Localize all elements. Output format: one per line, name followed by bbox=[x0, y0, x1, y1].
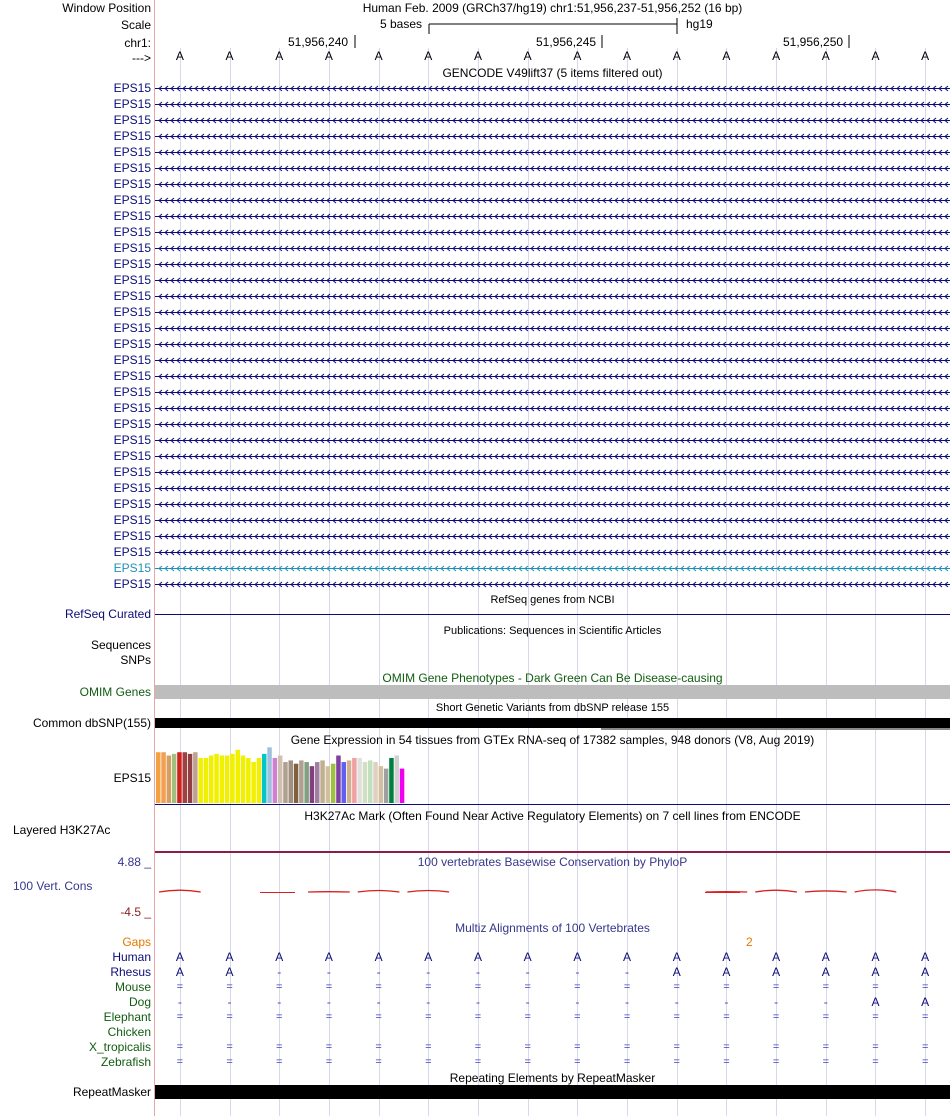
gtex-tissue-bar[interactable] bbox=[310, 766, 315, 803]
gtex-tissue-bar[interactable] bbox=[183, 752, 188, 803]
base-letter: A bbox=[623, 49, 632, 63]
gtex-tissue-bar[interactable] bbox=[283, 762, 288, 803]
species-label[interactable]: Zebrafish bbox=[100, 1055, 151, 1069]
alignment-cell: - bbox=[475, 965, 480, 979]
alignment-cell: - bbox=[625, 995, 630, 1009]
gtex-tissue-bar[interactable] bbox=[304, 762, 309, 803]
phylop-max-label: 4.88 _ bbox=[117, 855, 151, 869]
gtex-tissue-bar[interactable] bbox=[395, 756, 400, 803]
alignment-cell: = bbox=[276, 981, 283, 993]
base-letter: A bbox=[275, 49, 284, 63]
gtex-tissue-bar[interactable] bbox=[172, 754, 177, 803]
alignment-cell: - bbox=[724, 995, 729, 1009]
gtex-bar-chart[interactable] bbox=[155, 746, 950, 806]
alignment-cell: = bbox=[673, 981, 680, 993]
base-letter: A bbox=[921, 49, 930, 63]
gencode-transcript-label[interactable]: EPS15 bbox=[113, 529, 151, 543]
gtex-tissue-bar[interactable] bbox=[177, 752, 182, 803]
gencode-transcript[interactable] bbox=[155, 454, 950, 459]
alignment-cell: = bbox=[325, 1011, 333, 1023]
repeatmasker-bar[interactable] bbox=[155, 1085, 950, 1099]
window-position-label: Window Position bbox=[62, 1, 151, 15]
track-labels-column bbox=[0, 0, 154, 1116]
alignment-cell: A bbox=[424, 950, 433, 964]
alignment-cell: = bbox=[176, 1041, 184, 1053]
alignment-cell: = bbox=[623, 1011, 631, 1023]
gtex-tissue-bar[interactable] bbox=[357, 758, 362, 803]
alignment-cell: = bbox=[574, 1056, 581, 1068]
gencode-transcript-label[interactable]: EPS15 bbox=[113, 177, 151, 191]
phylop-title: 100 vertebrates Basewise Conservation by PhyloP bbox=[417, 855, 688, 869]
alignment-cell: - bbox=[227, 995, 232, 1009]
alignment-cell: A bbox=[175, 950, 184, 964]
alignment-cell: = bbox=[474, 1011, 482, 1023]
base-letter: A bbox=[424, 49, 433, 63]
alignment-cell: = bbox=[176, 1056, 184, 1068]
alignment-cell: = bbox=[325, 1041, 333, 1053]
alignment-cell: = bbox=[921, 1011, 929, 1023]
gtex-tissue-bar[interactable] bbox=[198, 758, 203, 803]
base-letter: A bbox=[324, 49, 333, 63]
gtex-tissue-bar[interactable] bbox=[220, 756, 225, 803]
gtex-tissue-bar[interactable] bbox=[273, 758, 278, 803]
alignment-cell: = bbox=[623, 1056, 631, 1068]
gtex-tissue-bar[interactable] bbox=[267, 747, 272, 803]
base-letter: A bbox=[573, 49, 582, 63]
ruler-tick-2: 51,956,245 bbox=[536, 35, 597, 49]
alignment-cell: - bbox=[475, 995, 480, 1009]
gencode-transcript-label[interactable]: EPS15 bbox=[113, 193, 151, 207]
base-letter: A bbox=[821, 49, 830, 63]
publications-label-line1[interactable]: Sequences bbox=[90, 638, 151, 652]
gencode-transcript-label[interactable]: EPS15 bbox=[113, 273, 151, 287]
phylop-value bbox=[855, 890, 897, 892]
alignment-cell: = bbox=[176, 1011, 184, 1023]
omim-bar[interactable] bbox=[155, 685, 950, 699]
gtex-title: Gene Expression in 54 tissues from GTEx RNA-seq of 17382 samples, 948 donors (V8, Aug 2019) bbox=[290, 733, 815, 747]
alignment-cell: A bbox=[921, 965, 930, 979]
alignment-cell: = bbox=[425, 1041, 432, 1053]
base-letter: A bbox=[175, 49, 184, 63]
alignment-cell: - bbox=[277, 965, 282, 979]
gencode-transcript[interactable] bbox=[155, 374, 950, 379]
gtex-label[interactable]: EPS15 bbox=[113, 771, 151, 785]
alignment-cell: A bbox=[573, 950, 582, 964]
gtex-tissue-bar[interactable] bbox=[342, 762, 347, 803]
scale-assembly: hg19 bbox=[686, 17, 713, 31]
gtex-tissue-bar[interactable] bbox=[204, 758, 209, 803]
ruler-tick-1: 51,956,240 bbox=[288, 35, 349, 49]
phylop-value bbox=[805, 891, 847, 892]
gencode-transcript[interactable] bbox=[155, 390, 950, 395]
alignment-cell: = bbox=[921, 1056, 929, 1068]
gtex-tissue-bar[interactable] bbox=[315, 762, 320, 803]
gtex-tissue-bar[interactable] bbox=[320, 760, 325, 803]
species-label[interactable]: X_tropicalis bbox=[88, 1040, 151, 1054]
gencode-transcript-label[interactable]: EPS15 bbox=[113, 433, 151, 447]
base-letter: A bbox=[772, 49, 781, 63]
refseq-label[interactable]: RefSeq Curated bbox=[64, 607, 151, 621]
phylop-graph[interactable] bbox=[155, 870, 950, 920]
alignment-cell: = bbox=[375, 1041, 382, 1053]
gencode-transcript-label[interactable]: EPS15 bbox=[113, 417, 151, 431]
gencode-transcript[interactable] bbox=[155, 534, 950, 539]
alignment-cell: - bbox=[376, 995, 381, 1009]
alignment-cell: = bbox=[822, 1041, 829, 1053]
gtex-tissue-bar[interactable] bbox=[379, 766, 384, 803]
alignment-cell: = bbox=[772, 1056, 780, 1068]
gencode-transcript-label[interactable]: EPS15 bbox=[113, 241, 151, 255]
base-letter: A bbox=[672, 49, 681, 63]
gencode-transcript[interactable] bbox=[155, 326, 950, 331]
gencode-transcript-label[interactable]: EPS15 bbox=[113, 113, 151, 127]
alignment-cell: = bbox=[772, 1041, 780, 1053]
alignment-cell: = bbox=[375, 981, 382, 993]
gencode-transcript[interactable] bbox=[155, 358, 950, 363]
gtex-tissue-bar[interactable] bbox=[161, 752, 166, 803]
gencode-transcript-label[interactable]: EPS15 bbox=[113, 161, 151, 175]
alignment-cell: - bbox=[277, 995, 282, 1009]
species-label[interactable]: Human bbox=[112, 950, 151, 964]
gencode-transcript[interactable] bbox=[155, 582, 950, 587]
base-letter: A bbox=[473, 49, 482, 63]
gencode-transcript[interactable] bbox=[155, 278, 950, 283]
alignment-cell: = bbox=[574, 1041, 581, 1053]
alignment-cell: = bbox=[673, 1041, 680, 1053]
gencode-transcript[interactable] bbox=[155, 134, 950, 139]
gencode-transcript-label[interactable]: EPS15 bbox=[113, 305, 151, 319]
gencode-transcript-label[interactable]: EPS15 bbox=[113, 449, 151, 463]
gencode-transcript-label[interactable]: EPS15 bbox=[113, 81, 151, 95]
alignment-cell: = bbox=[623, 981, 631, 993]
alignment-cell: = bbox=[574, 981, 581, 993]
dbsnp-label[interactable]: Common dbSNP(155) bbox=[32, 716, 151, 730]
gencode-transcript[interactable] bbox=[155, 102, 950, 107]
gencode-transcript[interactable] bbox=[155, 294, 950, 299]
strand-label: ---> bbox=[132, 51, 151, 65]
alignment-cell: = bbox=[226, 1056, 233, 1068]
alignment-cell: A bbox=[523, 950, 532, 964]
publications-title: Publications: Sequences in Scientific Articles bbox=[443, 625, 662, 637]
alignment-cell: - bbox=[525, 995, 530, 1009]
species-label[interactable]: Elephant bbox=[103, 1010, 151, 1024]
alignment-cell: = bbox=[226, 1041, 233, 1053]
alignment-cell: = bbox=[723, 1011, 730, 1023]
omim-label[interactable]: OMIM Genes bbox=[79, 685, 151, 699]
gencode-transcript[interactable] bbox=[155, 86, 950, 91]
alignment-cell: - bbox=[326, 995, 331, 1009]
gencode-transcript-label[interactable]: EPS15 bbox=[113, 513, 151, 527]
alignment-cell: - bbox=[525, 965, 530, 979]
phylop-value bbox=[407, 891, 449, 893]
base-letter: A bbox=[374, 49, 383, 63]
gencode-transcript[interactable] bbox=[155, 566, 950, 571]
alignment-cell: = bbox=[226, 981, 233, 993]
alignment-cell: A bbox=[225, 950, 234, 964]
alignment-cell: - bbox=[575, 995, 580, 1009]
gencode-transcripts[interactable] bbox=[155, 80, 950, 592]
alignment-cell: = bbox=[425, 1056, 432, 1068]
gtex-tissue-bar[interactable] bbox=[289, 760, 294, 803]
gaps-value: 2 bbox=[746, 935, 753, 949]
alignment-cell: A bbox=[225, 965, 234, 979]
alignment-cell: = bbox=[226, 1011, 233, 1023]
phylop-min-label: -4.5 _ bbox=[120, 905, 151, 919]
gtex-tissue-bar[interactable] bbox=[188, 754, 193, 803]
repeatmasker-title: Repeating Elements by RepeatMasker bbox=[449, 1071, 656, 1085]
gencode-transcript-label[interactable]: EPS15 bbox=[113, 225, 151, 239]
alignment-cell: = bbox=[474, 981, 482, 993]
gencode-transcript[interactable] bbox=[155, 406, 950, 411]
alignment-cell: = bbox=[325, 981, 333, 993]
scale-label: Scale bbox=[120, 18, 151, 32]
gtex-tissue-bar[interactable] bbox=[400, 769, 405, 803]
alignment-cell: = bbox=[872, 1011, 879, 1023]
alignment-cell: = bbox=[872, 1041, 879, 1053]
alignment-cell: = bbox=[822, 981, 829, 993]
gtex-tissue-bar[interactable] bbox=[331, 764, 336, 803]
gencode-transcript-label[interactable]: EPS15 bbox=[113, 353, 151, 367]
gencode-transcript[interactable] bbox=[155, 502, 950, 507]
phylop-value bbox=[159, 890, 201, 892]
gencode-transcript-label[interactable]: EPS15 bbox=[113, 497, 151, 511]
gtex-tissue-bar[interactable] bbox=[236, 750, 241, 803]
alignment-cell: = bbox=[375, 1056, 382, 1068]
gencode-transcript[interactable] bbox=[155, 118, 950, 123]
alignment-cell: - bbox=[674, 995, 679, 1009]
gtex-tissue-bar[interactable] bbox=[214, 754, 219, 803]
gencode-transcript-label[interactable]: EPS15 bbox=[113, 369, 151, 383]
gencode-transcript[interactable] bbox=[155, 422, 950, 427]
alignment-cell: A bbox=[324, 950, 333, 964]
gtex-tissue-bar[interactable] bbox=[326, 766, 331, 803]
multiz-title: Multiz Alignments of 100 Vertebrates bbox=[455, 921, 650, 935]
alignment-cell: A bbox=[921, 995, 930, 1009]
alignment-cell: = bbox=[822, 1011, 829, 1023]
alignment-cell: = bbox=[623, 1041, 631, 1053]
alignment-cell: A bbox=[821, 950, 830, 964]
gencode-transcript[interactable] bbox=[155, 438, 950, 443]
gtex-tissue-bar[interactable] bbox=[389, 758, 394, 803]
gencode-title: GENCODE V49lift37 (5 items filtered out) bbox=[442, 66, 663, 80]
gencode-transcript-label[interactable]: EPS15 bbox=[113, 561, 151, 575]
gencode-transcript-label[interactable]: EPS15 bbox=[113, 145, 151, 159]
alignment-cell: A bbox=[175, 965, 184, 979]
alignment-cell: = bbox=[276, 1056, 283, 1068]
species-label[interactable]: Mouse bbox=[114, 980, 151, 994]
gencode-transcript-label[interactable]: EPS15 bbox=[113, 289, 151, 303]
alignment-cell: = bbox=[276, 1041, 283, 1053]
gencode-transcript-label[interactable]: EPS15 bbox=[113, 385, 151, 399]
gtex-tissue-bar[interactable] bbox=[384, 769, 389, 803]
chrom-label: chr1: bbox=[124, 36, 151, 50]
alignment-cell: A bbox=[871, 965, 880, 979]
gencode-transcript-label[interactable]: EPS15 bbox=[113, 209, 151, 223]
alignment-cell: = bbox=[325, 1056, 333, 1068]
base-letter: A bbox=[722, 49, 731, 63]
gencode-transcript-label[interactable]: EPS15 bbox=[113, 545, 151, 559]
gencode-transcript-label[interactable]: EPS15 bbox=[113, 129, 151, 143]
alignment-cell: A bbox=[871, 995, 880, 1009]
phylop-value bbox=[358, 891, 400, 893]
alignment-cell: A bbox=[623, 950, 632, 964]
gencode-transcript[interactable] bbox=[155, 182, 950, 187]
window-position-text: Human Feb. 2009 (GRCh37/hg19) chr1:51,956,237-51,956,252 (16 bp) bbox=[362, 1, 743, 15]
h3k27ac-baseline bbox=[155, 851, 950, 853]
gaps-label: Gaps bbox=[122, 935, 151, 949]
gtex-tissue-bar[interactable] bbox=[262, 754, 267, 803]
species-label[interactable]: Rhesus bbox=[110, 965, 151, 979]
scale-text: 5 bases bbox=[380, 17, 423, 31]
gtex-tissue-bar[interactable] bbox=[209, 756, 214, 803]
gencode-transcript[interactable] bbox=[155, 198, 950, 203]
ruler-tick-3: 51,956,250 bbox=[783, 35, 844, 49]
gencode-transcript-label[interactable]: EPS15 bbox=[113, 257, 151, 271]
omim-title: OMIM Gene Phenotypes - Dark Green Can Be Disease-causing bbox=[382, 671, 723, 685]
alignment-cell: A bbox=[672, 950, 681, 964]
alignment-cell: = bbox=[772, 1011, 780, 1023]
gtex-tissue-bar[interactable] bbox=[167, 756, 172, 803]
gtex-tissue-bar[interactable] bbox=[156, 752, 161, 803]
alignment-cell: A bbox=[275, 950, 284, 964]
repeatmasker-label[interactable]: RepeatMasker bbox=[72, 1085, 151, 1099]
alignment-cell: = bbox=[723, 1041, 730, 1053]
gencode-transcript[interactable] bbox=[155, 246, 950, 251]
gencode-transcript-label[interactable]: EPS15 bbox=[113, 465, 151, 479]
gtex-tissue-bar[interactable] bbox=[241, 756, 246, 803]
alignment-cell: - bbox=[376, 965, 381, 979]
base-letter: A bbox=[225, 49, 234, 63]
alignment-cell: = bbox=[872, 981, 879, 993]
phylop-value bbox=[755, 890, 797, 892]
alignment-cell: - bbox=[326, 965, 331, 979]
alignment-cell: = bbox=[524, 981, 531, 993]
alignment-cell: - bbox=[426, 995, 431, 1009]
gencode-transcript-label[interactable]: EPS15 bbox=[113, 337, 151, 351]
alignment-cell: = bbox=[872, 1056, 879, 1068]
alignment-cell: - bbox=[774, 995, 779, 1009]
gtex-tissue-bar[interactable] bbox=[225, 756, 230, 803]
alignment-cell: A bbox=[672, 965, 681, 979]
alignment-cell: = bbox=[673, 1011, 680, 1023]
gencode-transcript[interactable] bbox=[155, 342, 950, 347]
alignment-cell: = bbox=[375, 1011, 382, 1023]
gencode-transcript-label[interactable]: EPS15 bbox=[113, 97, 151, 111]
gencode-transcript[interactable] bbox=[155, 470, 950, 475]
dbsnp-title: Short Genetic Variants from dbSNP release 155 bbox=[435, 702, 670, 714]
gencode-transcript[interactable] bbox=[155, 230, 950, 235]
gtex-tissue-bar[interactable] bbox=[251, 762, 256, 803]
gtex-tissue-bar[interactable] bbox=[373, 762, 378, 803]
gencode-transcript[interactable] bbox=[155, 310, 950, 315]
alignment-cell: A bbox=[772, 950, 781, 964]
alignment-cell: A bbox=[772, 965, 781, 979]
gtex-tissue-bar[interactable] bbox=[294, 764, 299, 803]
alignment-cell: = bbox=[673, 1056, 680, 1068]
alignment-cell: A bbox=[722, 965, 731, 979]
dbsnp-bar[interactable] bbox=[155, 718, 950, 728]
gencode-transcript-label[interactable]: EPS15 bbox=[113, 321, 151, 335]
alignment-cell: A bbox=[871, 950, 880, 964]
gtex-tissue-bar[interactable] bbox=[347, 760, 352, 803]
alignment-cell: = bbox=[474, 1041, 482, 1053]
alignment-cell: = bbox=[474, 1056, 482, 1068]
phylop-label[interactable]: 100 Vert. Cons bbox=[13, 879, 93, 893]
gencode-transcript[interactable] bbox=[155, 262, 950, 267]
gtex-tissue-bar[interactable] bbox=[193, 752, 198, 803]
alignment-cell: - bbox=[625, 965, 630, 979]
gtex-tissue-bar[interactable] bbox=[368, 760, 373, 803]
gtex-tissue-bar[interactable] bbox=[246, 758, 251, 803]
base-letter: A bbox=[523, 49, 532, 63]
gencode-transcript-label[interactable]: EPS15 bbox=[113, 481, 151, 495]
alignment-cell: - bbox=[575, 965, 580, 979]
track-image[interactable] bbox=[155, 0, 950, 1116]
gencode-transcript[interactable] bbox=[155, 214, 950, 219]
refseq-title: RefSeq genes from NCBI bbox=[490, 594, 615, 606]
species-label[interactable]: Dog bbox=[128, 995, 151, 1009]
alignment-cell: = bbox=[524, 1041, 531, 1053]
gtex-tissue-bar[interactable] bbox=[363, 762, 368, 803]
alignment-cell: - bbox=[426, 965, 431, 979]
gencode-transcript-label[interactable]: EPS15 bbox=[113, 401, 151, 415]
refseq-line[interactable] bbox=[155, 614, 950, 615]
species-label[interactable]: Chicken bbox=[107, 1025, 151, 1039]
h3k27ac-title: H3K27Ac Mark (Often Found Near Active Regulatory Elements) on 7 cell lines from ENCODE bbox=[304, 809, 801, 823]
alignment-cell: = bbox=[723, 981, 730, 993]
alignment-cell: = bbox=[176, 981, 184, 993]
gencode-transcript-label[interactable]: EPS15 bbox=[113, 577, 151, 591]
alignment-cell: = bbox=[425, 981, 432, 993]
alignment-cell: = bbox=[276, 1011, 283, 1023]
alignment-cell: = bbox=[524, 1056, 531, 1068]
publications-label-line2[interactable]: SNPs bbox=[120, 653, 151, 667]
alignment-cell: - bbox=[823, 995, 828, 1009]
gtex-tissue-bar[interactable] bbox=[336, 756, 341, 803]
gencode-transcript[interactable] bbox=[155, 518, 950, 523]
alignment-cell: = bbox=[574, 1011, 581, 1023]
alignment-cell: A bbox=[921, 950, 930, 964]
gtex-tissue-bar[interactable] bbox=[352, 758, 357, 803]
gtex-tissue-bar[interactable] bbox=[230, 754, 235, 803]
dbsnp-secondary-bar bbox=[601, 728, 950, 730]
gtex-tissue-bar[interactable] bbox=[278, 756, 283, 803]
base-letter: A bbox=[871, 49, 880, 63]
alignment-cell: - bbox=[177, 995, 182, 1009]
alignment-cell: A bbox=[722, 950, 731, 964]
alignment-cell: = bbox=[723, 1056, 730, 1068]
alignment-cell: A bbox=[374, 950, 383, 964]
gencode-transcript[interactable] bbox=[155, 486, 950, 491]
alignment-cell: = bbox=[921, 981, 929, 993]
alignment-cell: = bbox=[524, 1011, 531, 1023]
gencode-transcript[interactable] bbox=[155, 166, 950, 171]
gencode-transcript[interactable] bbox=[155, 150, 950, 155]
alignment-cell: = bbox=[822, 1056, 829, 1068]
alignment-cell: = bbox=[772, 981, 780, 993]
alignment-cell: A bbox=[473, 950, 482, 964]
alignment-cell: = bbox=[425, 1011, 432, 1023]
alignment-cell: A bbox=[821, 965, 830, 979]
alignment-cell: = bbox=[921, 1041, 929, 1053]
gtex-tissue-bar[interactable] bbox=[299, 760, 304, 803]
h3k27ac-label[interactable]: Layered H3K27Ac bbox=[13, 823, 111, 837]
gencode-transcript[interactable] bbox=[155, 550, 950, 555]
gtex-tissue-bar[interactable] bbox=[257, 758, 262, 803]
